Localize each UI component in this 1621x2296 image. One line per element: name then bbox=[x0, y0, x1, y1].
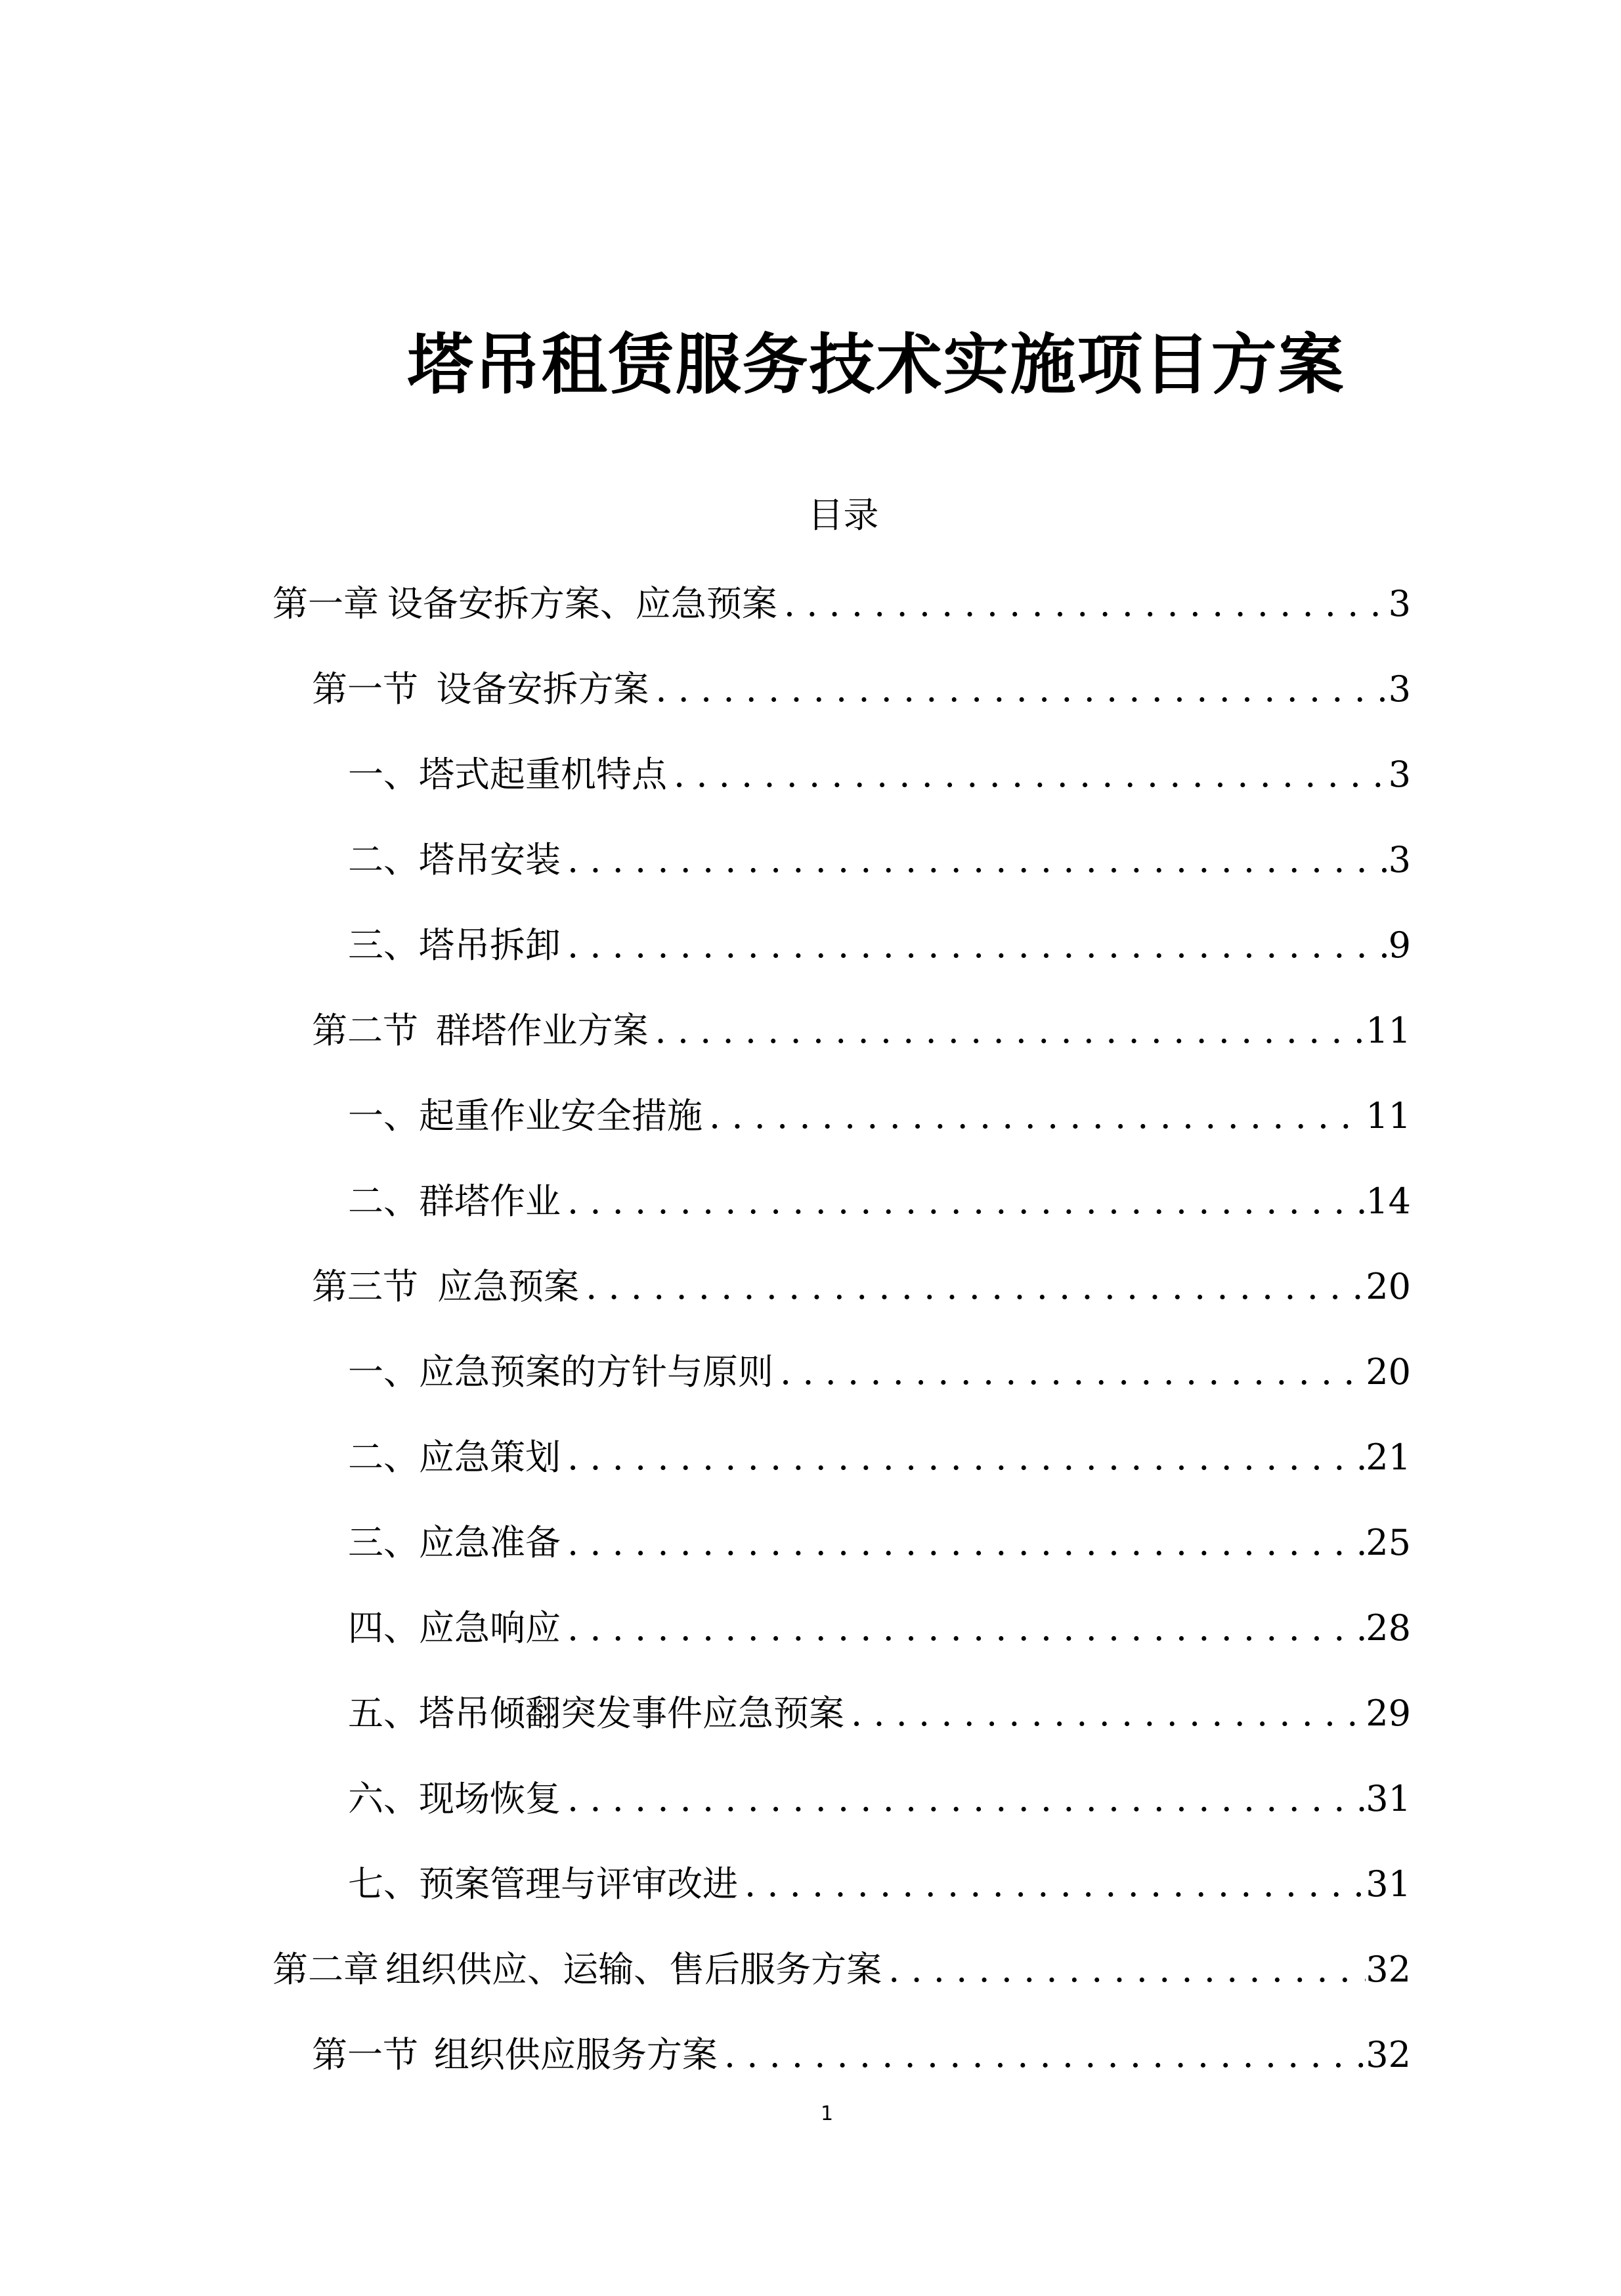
toc-entry-page: 32 bbox=[1366, 2034, 1411, 2075]
toc-entry-page: 3 bbox=[1388, 754, 1411, 795]
toc-entry-subsection[interactable] bbox=[348, 1773, 1411, 1825]
toc-entry-title: 一、起重作业安全措施 bbox=[348, 1095, 702, 1137]
toc-entry-title: 二、应急策划 bbox=[348, 1437, 561, 1478]
toc-entry-section[interactable] bbox=[312, 2029, 1411, 2081]
toc-leader-dots bbox=[561, 919, 1389, 972]
toc-entry-page: 20 bbox=[1366, 1266, 1411, 1307]
toc-entry-page: 20 bbox=[1366, 1351, 1411, 1393]
toc-entry-page: 21 bbox=[1366, 1437, 1411, 1478]
toc-entry-title: 二、群塔作业 bbox=[348, 1180, 561, 1222]
toc-entry-title: 一、应急预案的方针与原则 bbox=[348, 1351, 773, 1393]
toc-entry-subsection[interactable] bbox=[348, 1346, 1411, 1398]
toc-entry-title: 七、预案管理与评审改进 bbox=[348, 1863, 738, 1905]
toc-leader-dots bbox=[882, 1943, 1366, 1996]
toc-entry-title: 六、现场恢复 bbox=[348, 1778, 561, 1819]
toc-entry-page: 32 bbox=[1366, 1949, 1411, 1990]
toc-entry-title: 设备安拆方案、应急预案 bbox=[387, 583, 777, 624]
toc-entry-subsection[interactable] bbox=[348, 1517, 1411, 1569]
toc-entry-subsection[interactable] bbox=[348, 1431, 1411, 1484]
toc-entry-title: 一、塔式起重机特点 bbox=[348, 754, 667, 795]
toc-entry-title: 三、塔吊拆卸 bbox=[348, 924, 561, 966]
toc-entry-section[interactable] bbox=[312, 663, 1411, 716]
toc-entry-title: 组织供应、运输、售后服务方案 bbox=[385, 1949, 882, 1990]
toc-entry-page: 3 bbox=[1388, 839, 1411, 880]
toc-leader-dots bbox=[773, 1346, 1366, 1398]
toc-leader-dots bbox=[649, 663, 1388, 716]
toc-leader-dots bbox=[649, 1005, 1366, 1057]
toc-entry-page: 11 bbox=[1366, 1010, 1411, 1051]
toc-entry-title: 四、应急响应 bbox=[348, 1607, 561, 1649]
toc-leader-dots bbox=[561, 1773, 1366, 1825]
toc-entry-title: 设备安拆方案 bbox=[436, 668, 649, 710]
toc-leader-dots bbox=[667, 748, 1389, 801]
toc-entry-number: 第二章 bbox=[272, 1949, 379, 1990]
toc-entry-subsection[interactable] bbox=[348, 748, 1411, 801]
toc-entry-number: 第二节 bbox=[312, 1010, 418, 1051]
toc-entry-title: 三、应急准备 bbox=[348, 1522, 561, 1563]
toc-entry-section[interactable] bbox=[312, 1005, 1411, 1057]
toc-entry-page: 14 bbox=[1366, 1180, 1411, 1222]
toc-leader-dots bbox=[738, 1858, 1366, 1911]
toc-entry-page: 11 bbox=[1366, 1095, 1411, 1137]
page-number: 1 bbox=[820, 2102, 834, 2125]
toc-leader-dots bbox=[579, 1261, 1366, 1313]
toc-entry-subsection[interactable] bbox=[348, 1858, 1411, 1911]
toc-leader-dots bbox=[561, 1517, 1366, 1569]
toc-entry-page: 3 bbox=[1388, 583, 1411, 624]
document-title: 塔吊租赁服务技术实施项目方案 bbox=[407, 326, 1345, 403]
toc-entry-number: 第一节 bbox=[312, 668, 418, 710]
toc-entry-page: 28 bbox=[1366, 1607, 1411, 1649]
toc-leader-dots bbox=[844, 1687, 1366, 1740]
toc-entry-title: 应急预案 bbox=[437, 1266, 580, 1307]
toc-entry-subsection[interactable] bbox=[348, 919, 1411, 972]
toc-entry-subsection[interactable] bbox=[348, 1687, 1411, 1740]
toc-leader-dots bbox=[561, 1602, 1366, 1655]
toc-entry-title: 二、塔吊安装 bbox=[348, 839, 561, 880]
toc-entry-page: 25 bbox=[1366, 1522, 1411, 1563]
toc-leader-dots bbox=[561, 1175, 1366, 1228]
toc-leader-dots bbox=[718, 2029, 1366, 2081]
toc-entry-number: 第一节 bbox=[312, 2034, 418, 2075]
toc-entry-title: 组织供应服务方案 bbox=[433, 2034, 718, 2075]
toc-heading: 目录 bbox=[808, 494, 879, 536]
toc-entry-page: 31 bbox=[1366, 1863, 1411, 1905]
toc-entry-subsection[interactable] bbox=[348, 1175, 1411, 1228]
toc-entry-chapter[interactable] bbox=[272, 1943, 1411, 1996]
toc-entry-subsection[interactable] bbox=[348, 1090, 1411, 1142]
toc-entry-title: 群塔作业方案 bbox=[435, 1010, 649, 1051]
toc-entry-page: 29 bbox=[1366, 1693, 1411, 1734]
toc-entry-number: 第一章 bbox=[272, 583, 379, 624]
toc-entry-subsection[interactable] bbox=[348, 834, 1411, 886]
toc-entry-chapter[interactable] bbox=[272, 578, 1411, 630]
toc-leader-dots bbox=[702, 1090, 1366, 1142]
toc-leader-dots bbox=[561, 834, 1389, 886]
toc-leader-dots bbox=[561, 1431, 1366, 1484]
toc-entry-title: 五、塔吊倾翻突发事件应急预案 bbox=[348, 1693, 844, 1734]
toc-entry-number: 第三节 bbox=[312, 1266, 418, 1307]
toc-leader-dots bbox=[777, 578, 1389, 630]
toc-entry-page: 3 bbox=[1388, 668, 1411, 710]
toc-entry-page: 31 bbox=[1366, 1778, 1411, 1819]
toc-entry-subsection[interactable] bbox=[348, 1602, 1411, 1655]
toc-entry-page: 9 bbox=[1388, 924, 1411, 966]
toc-entry-section[interactable] bbox=[312, 1261, 1411, 1313]
